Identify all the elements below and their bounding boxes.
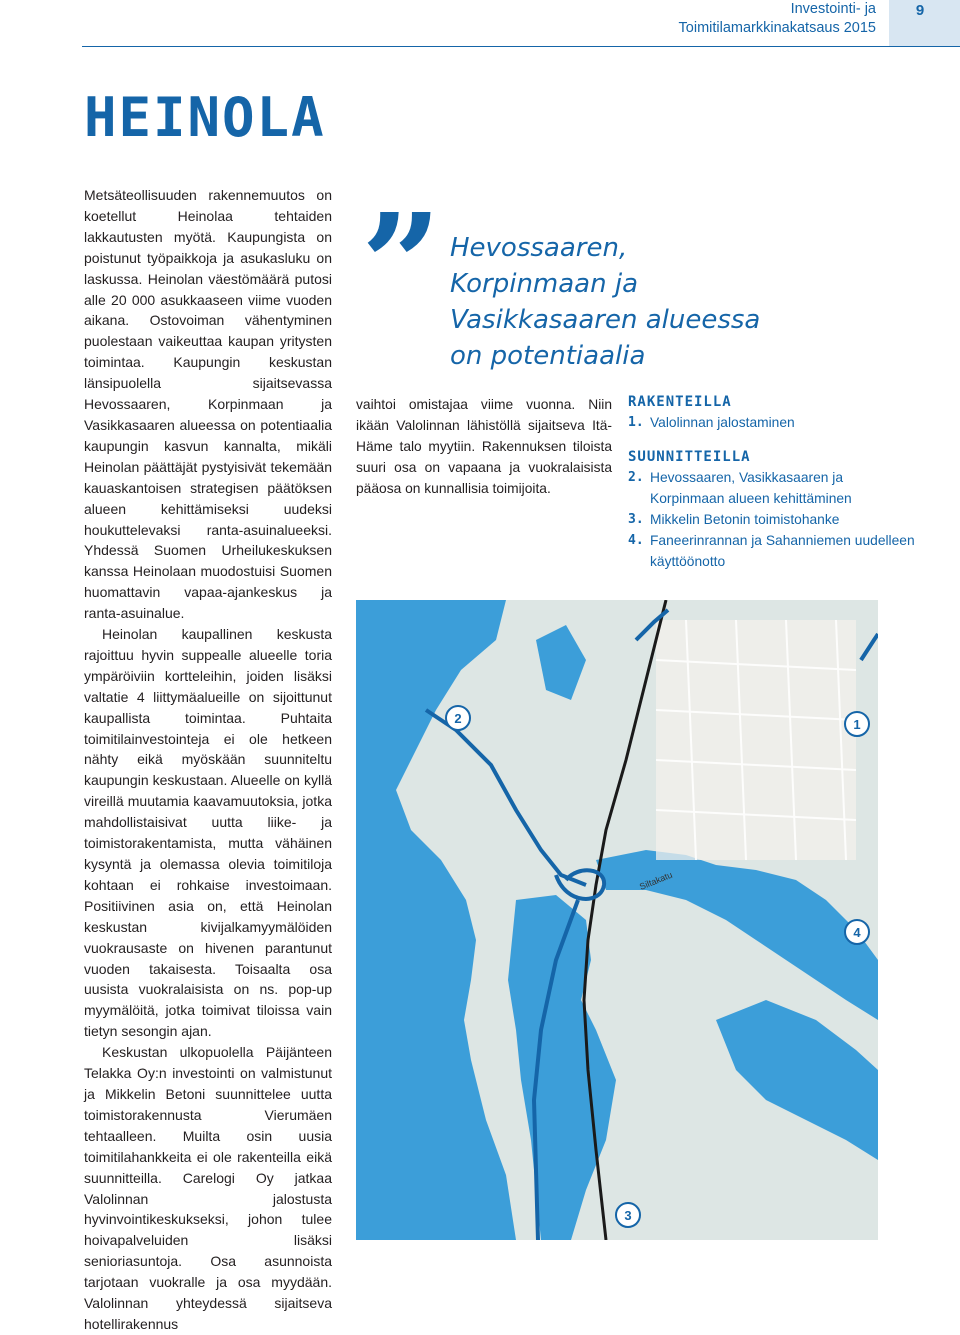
list-item-number: 4. bbox=[628, 533, 644, 548]
section-heading-planned: SUUNNITTEILLA bbox=[628, 449, 751, 465]
area-map bbox=[356, 600, 878, 1240]
list-item-text: Faneerinrannan ja Sahanniemen uudelleen käyttöönotto bbox=[650, 533, 915, 569]
body-column-middle bbox=[356, 394, 612, 499]
under-construction-list bbox=[628, 412, 918, 433]
publication-title bbox=[679, 0, 876, 38]
town-area bbox=[656, 620, 856, 860]
map-marker-1-label: 1 bbox=[853, 717, 861, 732]
header-rule bbox=[82, 46, 960, 47]
map-marker-1 bbox=[845, 712, 869, 736]
pull-quote: Hevossaaren, Korpinmaan ja Vasikkasaaren alueessa on potentiaalia bbox=[450, 233, 761, 371]
map-marker-3 bbox=[616, 1203, 640, 1227]
body-paragraph-4: vaihtoi omistajaa viime vuonna. Niin ikään Valolinnan lähistöllä sijaitseva Itä-Häme talo myytiin. Rakennuksen tiloista suuri osa on vapaana ja vuokralaisista pääosa on kunnallisia toimijoita. bbox=[356, 397, 612, 496]
publication-title-line1: Investointi- ja bbox=[790, 1, 876, 17]
list-item-text: Hevossaaren, Vasikkasaaren ja Korpinmaan alueen kehittäminen bbox=[650, 470, 852, 506]
list-item bbox=[628, 530, 918, 572]
map-marker-2-label: 2 bbox=[454, 711, 462, 726]
section-heading-under-construction: RAKENTEILLA bbox=[628, 394, 732, 410]
map-marker-4-label: 4 bbox=[853, 925, 861, 940]
body-paragraph-3: Keskustan ulkopuolella Päijänteen Telakka Oy:n investointi on valmistunut ja Mikkelin Betoni suunnittelee uutta toimistorakennusta Vierumäen tehtaalleen. Muilta osin uusia toimitilahankkeita ei ole rakenteilla eikä suunnitteilla. Carelogi Oy jatkaa Valolinnan jalostusta hyvinvointikeskukseksi, johon tulee hoivapalveluiden lisäksi senioriasuntoja. Osa asunnoista tarjotaan vuokralle ja osa myydään. Valolinnan yhteydessä sijaitseva hotellirakennus bbox=[84, 1044, 332, 1332]
body-paragraph-2: Heinolan kaupallinen keskusta rajoittuu hyvin suppealle alueelle toria ympäröiviin kortteleihin, joiden lisäksi valtatie 4 liittymäalueille on sijoittunut kaupallista toimintaa. Puhtaita toimitilainvestointeja ei ole hetkeen nähty eikä myöskään suunniteltu kaupungin keskustaan. Alueelle on kyllä vireillä muutamia kaavamuutoksia, jotka mahdollistaisivat uutta liike- ja toimistorakentamista, mutta vähäinen kysyntä ja olemassa olevia toimitiloja kohtaan ei rohkaise investoimaan. Positiivinen asia on, että Heinolan keskustan kivijalkamyymälöiden vuokrausaste on hivenen parantunut vuoden takaisesta. Toisaalta osa uusista vuokralaisista on ns. pop-up myymälöitä, jotka toimivat tiloissa vain tietyn sesongin ajan. bbox=[84, 626, 332, 1040]
project-list bbox=[628, 392, 918, 586]
list-item bbox=[628, 412, 918, 433]
street-label-siltakatu: Siltakatu bbox=[638, 869, 674, 892]
publication-title-line2: Toimitilamarkkinakatsaus 2015 bbox=[678, 20, 876, 36]
body-column-left bbox=[84, 185, 332, 1335]
map-marker-2 bbox=[446, 706, 470, 730]
list-item-text: Valolinnan jalostaminen bbox=[650, 415, 795, 430]
list-item-number: 1. bbox=[628, 415, 644, 430]
body-paragraph-1: Metsäteollisuuden rakennemuutos on koetellut Heinolaa tehtaiden lakkautusten myötä. Kaupungista on poistunut työpaikkoja ja asukasluku on laskussa. Heinolan väestömäärä putosi alle 20 000 asukkaaseen viime vuoden aikana. Ostovoiman vähentyminen puolestaan vaikeuttaa kaupan yritysten toimintaa. Kaupungin keskustan länsipuolella sijaitsevassa Hevossaaren, Korpinmaan ja Vasikkasaaren alueessa on potentiaalia kaupungin kasvun kannalta, mikäli Heinolan päättäjät pystyisivät tekemään kauaskantoisen strategisen päätöksen alueen kehittämiseksi uudeksi houkuttelevaksi ranta-asuinalueeksi. Yhdessä Suomen Urheilukeskuksen kanssa Heinolaan muodostuisi Suomen huomattavin vapaa-ajankeskus ja ranta-asuinalue. bbox=[84, 187, 332, 622]
page-title: HEINOLA bbox=[84, 86, 326, 149]
list-item bbox=[628, 509, 918, 530]
planned-list bbox=[628, 467, 918, 572]
map-marker-3-label: 3 bbox=[624, 1208, 632, 1223]
list-item-number: 2. bbox=[628, 470, 644, 485]
list-item-text: Mikkelin Betonin toimistohanke bbox=[650, 512, 840, 527]
page-number: 9 bbox=[915, 2, 925, 19]
list-item bbox=[628, 467, 918, 509]
list-item-number: 3. bbox=[628, 512, 644, 527]
quote-mark-icon: ” bbox=[361, 184, 434, 348]
map-marker-4 bbox=[845, 920, 869, 944]
